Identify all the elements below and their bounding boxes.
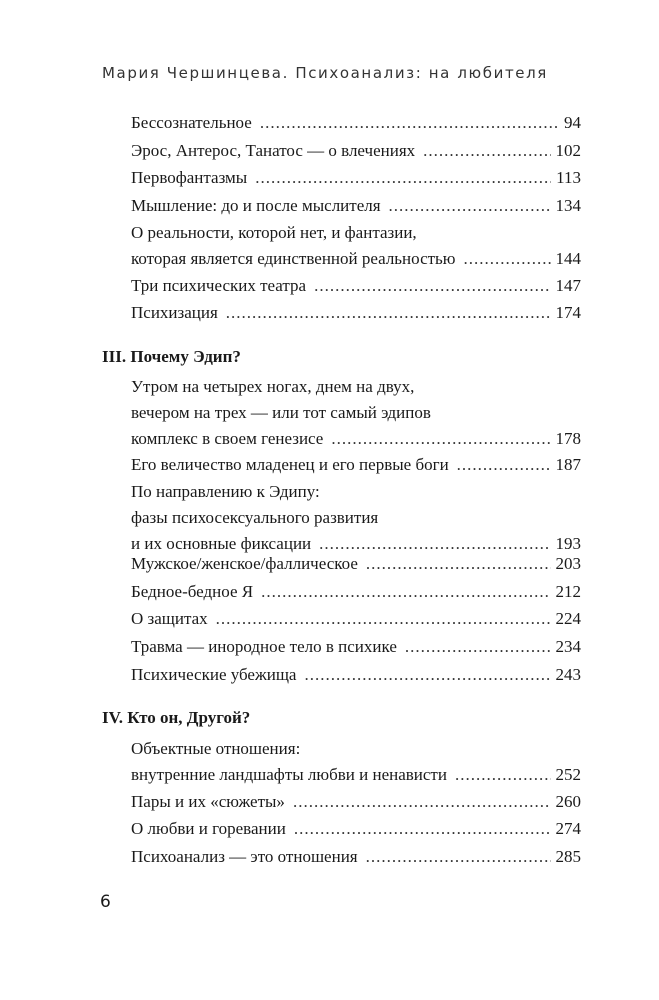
toc-entry — [131, 662, 581, 688]
leader-dots — [331, 426, 550, 452]
toc-page: 252 — [555, 765, 581, 784]
toc-entry — [131, 193, 581, 219]
toc-title: Психоанализ — это отношения — [131, 847, 358, 866]
toc-title-line: Утром на четырех ногах, днем на двух, — [131, 377, 415, 396]
leader-dots — [366, 844, 551, 870]
toc-page: 144 — [555, 249, 581, 268]
toc-page: 113 — [556, 168, 581, 187]
toc-title-line: О реальности, которой нет, и фантазии, — [131, 223, 417, 242]
toc-title: Психизация — [131, 303, 218, 322]
leader-dots — [405, 634, 551, 660]
toc-title-line: вечером на трех — или тот самый эдипов — [131, 403, 431, 422]
leader-dots — [294, 816, 551, 842]
toc-title: О любви и горевании — [131, 819, 286, 838]
section-heading: III. Почему Эдип? — [102, 347, 241, 366]
toc-title-line: фазы психосексуального развития — [131, 508, 379, 527]
leader-dots — [261, 579, 550, 605]
toc-title: и их основные фиксации — [131, 534, 312, 553]
toc-page: 102 — [555, 141, 581, 160]
leader-dots — [293, 789, 551, 815]
toc-page: 187 — [555, 455, 581, 474]
leader-dots — [304, 662, 550, 688]
toc-title: Три психических театра — [131, 276, 307, 295]
toc-title: Его величество младенец и его первые боги — [131, 455, 449, 474]
toc-entry — [131, 844, 581, 870]
toc-page: 203 — [555, 554, 581, 573]
toc-page: 94 — [564, 113, 581, 132]
toc-page: 274 — [555, 819, 581, 838]
page-number: 6 — [100, 892, 111, 912]
toc-entry — [131, 789, 581, 815]
toc-page: 285 — [555, 847, 581, 866]
toc-title-line: Объектные отношения: — [131, 739, 301, 758]
leader-dots — [423, 138, 550, 164]
toc-title: О защитах — [131, 609, 208, 628]
toc-entry — [131, 273, 581, 299]
leader-dots — [314, 273, 550, 299]
toc-title-line: По направлению к Эдипу: — [131, 482, 320, 501]
toc-entry — [131, 551, 581, 577]
leader-dots — [216, 606, 551, 632]
toc-title: Первофантазмы — [131, 168, 248, 187]
toc-title: комплекс в своем генезисе — [131, 429, 324, 448]
toc-page: 147 — [555, 276, 581, 295]
toc-entry — [131, 220, 581, 272]
running-header: Мария Чершинцева. Психоанализ: на любителя — [102, 64, 548, 82]
leader-dots — [366, 551, 551, 577]
toc-page: 260 — [555, 792, 581, 811]
toc-entry — [131, 300, 581, 326]
toc-page: 193 — [555, 534, 581, 553]
leader-dots — [260, 110, 559, 136]
toc-page: 174 — [555, 303, 581, 322]
toc-title: Мужское/женское/фаллическое — [131, 554, 358, 573]
toc-entry — [131, 634, 581, 660]
toc-page: 224 — [555, 609, 581, 628]
toc-title: Бедное-бедное Я — [131, 582, 254, 601]
leader-dots — [464, 246, 551, 272]
leader-dots — [457, 452, 551, 478]
leader-dots — [455, 762, 551, 788]
toc-entry — [131, 479, 581, 557]
toc-entry — [131, 138, 581, 164]
toc-page: 178 — [555, 429, 581, 448]
toc-title: Психические убежища — [131, 665, 297, 684]
toc-entry — [131, 110, 581, 136]
toc-title: Мышление: до и после мыслителя — [131, 196, 381, 215]
toc-title: которая является единственной реальностью — [131, 249, 456, 268]
toc-entry — [131, 606, 581, 632]
toc-entry — [131, 579, 581, 605]
toc-entry — [131, 165, 581, 191]
toc-page: 243 — [555, 665, 581, 684]
toc-title: внутренние ландшафты любви и ненависти — [131, 765, 447, 784]
toc-title: Бессознательное — [131, 113, 252, 132]
leader-dots — [389, 193, 551, 219]
toc-title: Эрос, Антерос, Танатос — о влечениях — [131, 141, 416, 160]
toc-page: 212 — [555, 582, 581, 601]
toc-page: 234 — [555, 637, 581, 656]
section-heading: IV. Кто он, Другой? — [102, 708, 251, 727]
leader-dots — [255, 165, 551, 191]
leader-dots — [226, 300, 551, 326]
toc-entry — [131, 374, 581, 452]
toc-entry — [131, 452, 581, 478]
toc-title: Пары и их «сюжеты» — [131, 792, 285, 811]
toc-entry — [131, 736, 581, 788]
toc-page: 134 — [555, 196, 581, 215]
toc-title: Травма — инородное тело в психике — [131, 637, 397, 656]
toc-entry — [131, 816, 581, 842]
